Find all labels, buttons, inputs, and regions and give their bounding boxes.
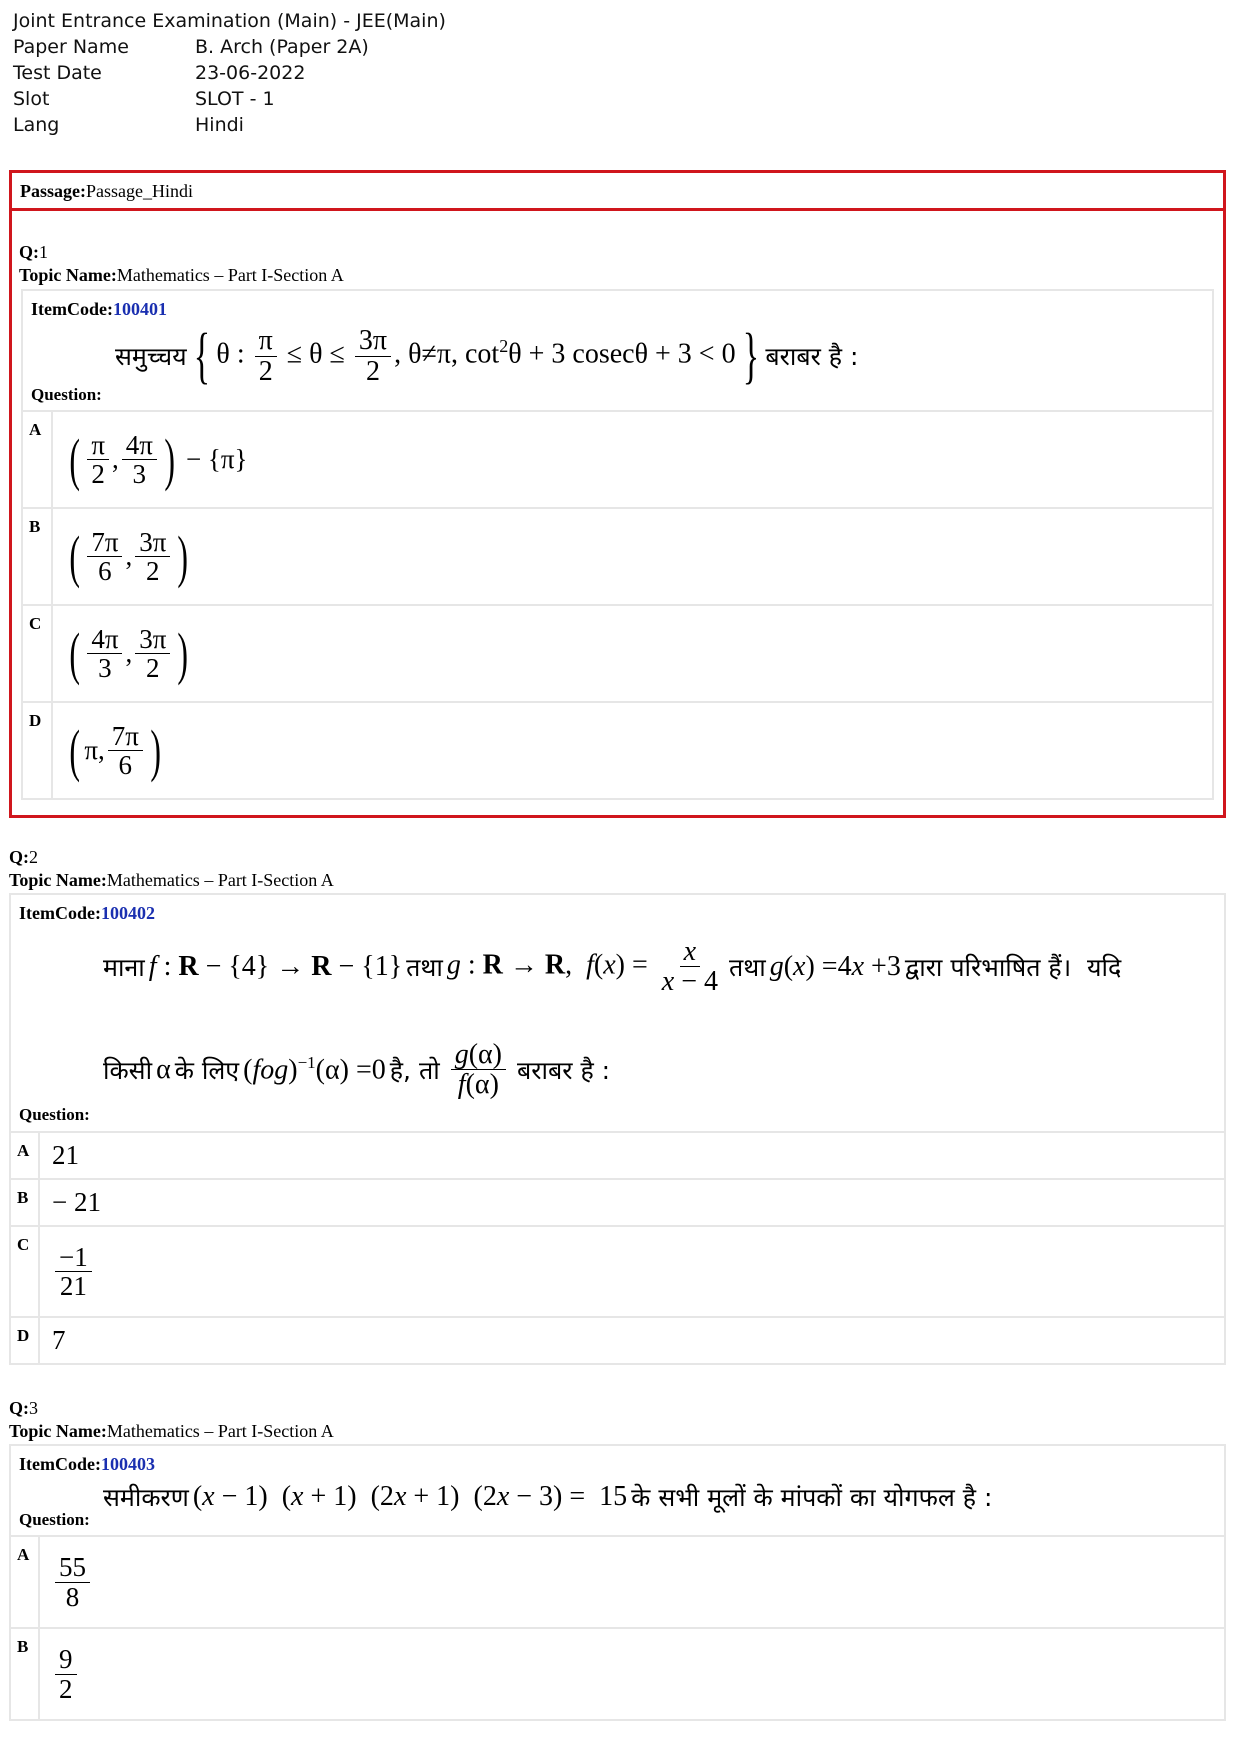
option-value: ( $\frac{7\pi}{6}$ , $\frac{3\pi}{2}$ ) [69,523,189,589]
option-value: ( π, $\frac{7\pi}{6}$ ) [69,717,161,783]
option-b[interactable] [9,1629,1226,1721]
passage-name: Passage_Hindi [86,181,193,201]
header-value: B. Arch (Paper 2A) [195,36,369,58]
header-row-slot [13,86,446,112]
question-card [9,1444,1226,1721]
question-card [9,893,1226,1365]
passage-title [12,173,1223,211]
header-value: Hindi [195,114,244,136]
header-label: Test Date [13,62,102,84]
option-letter: B [11,1629,40,1719]
option-b[interactable] [21,509,1214,606]
header-label: Slot [13,88,50,110]
q1-word-equals: बराबर है : [765,342,859,371]
option-d[interactable] [21,703,1214,800]
question-number: 3 [29,1398,38,1418]
question-number: 1 [39,242,48,262]
question-label: Question: [19,1105,90,1124]
itemcode-label: ItemCode: [31,299,113,319]
option-d[interactable] [9,1318,1226,1365]
option-letter: C [23,606,53,701]
option-letter: A [11,1133,40,1178]
item-code-value: 100402 [100,903,155,923]
item-code-value: 100403 [100,1454,155,1474]
exam-header [13,8,446,138]
topic-label: Topic Name: [9,1421,107,1441]
option-letter: C [11,1227,40,1316]
question-body [21,289,1214,412]
option-a[interactable] [9,1537,1226,1629]
option-letter: A [11,1537,40,1627]
header-value: SLOT - 1 [195,88,275,110]
option-value: $\frac{55}{8}$ [40,1537,93,1627]
question-header [12,211,1223,287]
header-label: Lang [13,114,60,136]
topic-name: Mathematics – Part I-Section A [106,870,334,890]
option-letter: B [23,509,53,604]
question-body [9,1444,1226,1537]
itemcode-label: ItemCode: [19,903,101,923]
option-a[interactable] [21,412,1214,509]
option-value: 7 [52,1325,66,1355]
option-value: 21 [52,1140,79,1170]
question-text-line2: किसी α के लिए (fog)$^{-1}$(α) =0 है, तो $\frac{g(\alpha)}{f(\alpha)}$ बराबर है : [103,1039,611,1101]
item-code [19,903,155,924]
q-label: Q: [19,242,39,262]
brace-left: { [193,322,210,390]
topic-label: Topic Name: [9,870,107,890]
header-value: 23-06-2022 [195,62,306,84]
option-letter: D [23,703,53,798]
question-label: Question: [31,385,102,404]
question-label: Question: [19,1510,90,1529]
question-number: 2 [29,847,38,867]
q1-word-set: समुच्चय [115,342,187,371]
passage-box [9,170,1226,818]
item-code [19,1454,155,1475]
question-header [9,1397,334,1443]
q-label: Q: [9,847,29,867]
option-c[interactable] [21,606,1214,703]
q-label: Q: [9,1398,29,1418]
header-row-lang [13,112,446,138]
option-b[interactable] [9,1180,1226,1227]
topic-name: Mathematics – Part I-Section A [116,265,344,285]
option-value: $\frac{9}{2}$ [40,1629,80,1719]
option-letter: B [11,1180,40,1225]
option-letter: A [23,412,53,507]
item-code [31,299,167,320]
option-value: − 21 [52,1187,101,1217]
q1-math: θ : $\frac{\pi}{2}$ ≤ θ ≤ $\frac{3\pi}{2}$ , θ≠π, $\cot^2\theta + 3$ cosecθ + 3 < 0 [216,325,736,387]
question-text [115,322,859,390]
question-card [21,289,1214,800]
passage-label: Passage: [20,181,86,201]
topic-name: Mathematics – Part I-Section A [106,1421,334,1441]
question-header [9,846,334,892]
option-value: $\frac{-1}{21}$ [40,1227,95,1316]
option-c[interactable] [9,1227,1226,1318]
topic-label: Topic Name: [19,265,117,285]
option-value: ( $\frac{4\pi}{3}$ , $\frac{3\pi}{2}$ ) [69,620,189,686]
option-a[interactable] [9,1133,1226,1180]
itemcode-label: ItemCode: [19,1454,101,1474]
question-text-line1: माना f : R − {4} → R − {1} तथा g : R → R, f(x) = $\frac{x}{x - 4}$ तथा g(x) =4x +3 द्वारा परिभाषित हैं। यदि [103,936,1122,998]
header-row-paper [13,34,446,60]
option-value: ( $\frac{\pi}{2}$ , $\frac{4\pi}{3}$ ) − {π} [69,426,248,492]
question-text: समीकरण (x − 1) (x + 1) (2x + 1) (2x − 3) = 15 के सभी मूलों के मांपकों का योगफल है : [103,1481,993,1512]
header-label: Paper Name [13,36,129,58]
header-row-date [13,60,446,86]
question-body [9,893,1226,1133]
brace-right: } [742,322,759,390]
item-code-value: 100401 [112,299,167,319]
option-letter: D [11,1318,40,1363]
exam-title: Joint Entrance Examination (Main) - JEE(Main) [13,10,446,32]
